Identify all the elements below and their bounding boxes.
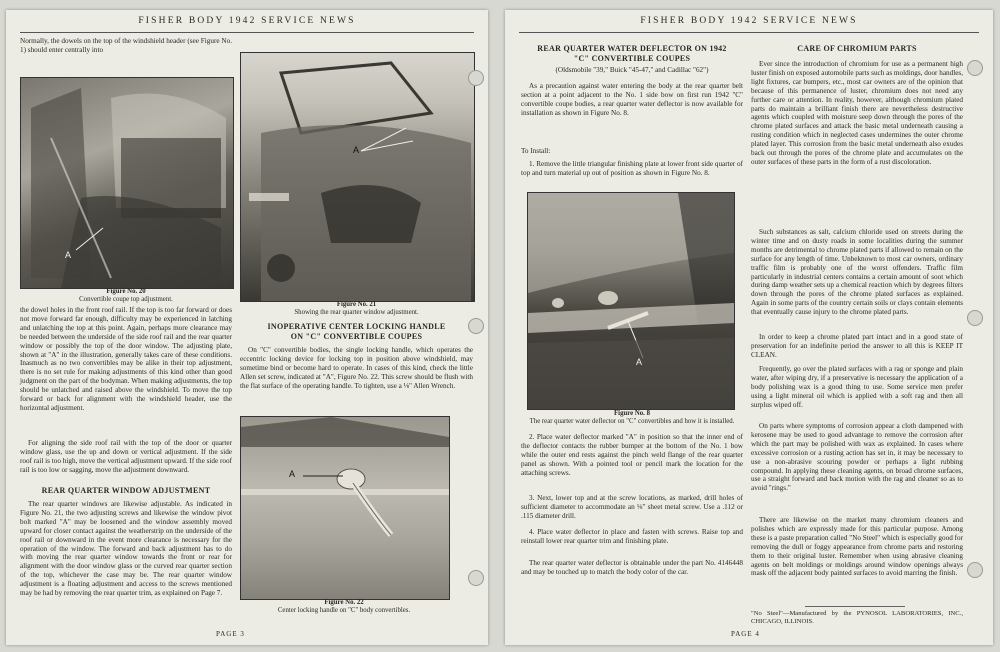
figure-8-photo	[527, 192, 735, 410]
figure-21-callout: A	[353, 145, 360, 155]
chrome-paragraph-4: Frequently, go over the plated surfaces with a rag or sponge and plain water, after wiping dry, if a preservative is necessary the application of a body polishing wax is a good thing to use. Some service men prefer using a light mineral oil which is applied with a soft rag and then all surplus wiped off.	[751, 365, 963, 409]
figure-22-callout: A	[289, 469, 296, 479]
lock-text: On "C" convertible bodies, the single locking handle, which operates the eccentric locking device for locking top in position above windshield, may sometime bind or become hard to operate. In cases of this kind, check the little Allen set screw, indicated at "A", Figure No. 22. This screw should be flush with the flat surface of the operating handle. To tighten, use a ⅛" Allen Wrench.	[240, 346, 473, 390]
col1-para1: the dowel holes in the front roof rail. If the top is too far forward or does not move forward far enough, difficulty may be experienced in latching and unlatching the top at this point. Again, perhaps more clearance may be needed between the underside of the side roof rail and the rear quarter window or possibly the top of the door window. The adjusting plate, shown at "A" in the illustration, generally takes care of these conditions. Inasmuch as no two convertibles may be alike in their top adjustment, there is no set rule for making adjustments of this kind other than good judgment on the part of the bodyman. When making adjustments, the top should be unlatched and raised above the windshield. To move the top forward or back for alignment with the windshield header, use the horizontal adjustment.	[20, 306, 232, 412]
page-number: PAGE 3	[216, 630, 245, 638]
figure-21-caption	[240, 301, 473, 317]
figure-20-label: Figure No. 20	[106, 288, 146, 295]
left-page	[6, 10, 488, 645]
figure-8-label: Figure No. 8	[614, 410, 650, 417]
chrome-paragraph-6: There are likewise on the market many chromium cleaners and polishes which are expressly made for this particular purpose. Among these is a paste preparation called "No Steel" which is especially good for removing the dull or foggy appearance from chrome parts and restoring them to their original luster. Remember when using abrasive cleaning agents on belt moldings or moldings around window openings always mask off the adjacent body painted surfaces to avoid marring the finish.	[751, 516, 963, 578]
deflector-intro: As a precaution against water entering the body at the rear quarter belt section at a point adjacent to the No. 1 side bow on first run 1942 "C" convertible coupe bodies, a rear quarter water deflector is now available for installation as shown in Figure No. 8.	[521, 82, 743, 117]
figure-8-callout: A	[636, 357, 643, 367]
figure-21-label: Figure No. 21	[336, 301, 377, 308]
figure-20-callout: A	[65, 250, 72, 260]
figure-20-photo	[20, 77, 234, 289]
lock-heading	[240, 322, 473, 341]
figure-8-caption-text: The rear quarter water deflector on "C" convertibles and how it is installed.	[529, 418, 735, 425]
col1-para2: For aligning the side roof rail with the top of the door or quarter window glass, use the up and down or vertical adjustment. If the side roof rail is too high, move the vertical adjustment upward. If the side roof rail is too low or sagging, move the adjustment downward.	[20, 439, 232, 474]
chrome-paragraph-5: On parts where symptoms of corrosion appear a cloth dampened with kerosene may be used to good advantage to remove the corrosion after which the part may be polished with wax as explained. In cases where excessive corrosion or a rusting action has set in, it may be necessary to use a non-abrasive scouring powder or perhaps a light rubbing compound. In applying these cleaning agents, on broad chrome surfaces, use a straight forward and back motion with the rag and cleaner so as to avoid "rings."	[751, 422, 963, 493]
deflector-heading-line1: REAR QUARTER WATER DEFLECTOR ON 1942	[537, 44, 727, 53]
deflector-heading-line2: "C" CONVERTIBLE COUPES	[573, 53, 691, 63]
chrome-paragraph-3: In order to keep a chrome plated part intact and in a good state of preservation for an indefinite period the answer to all this is KEEP IT CLEAN.	[751, 333, 963, 359]
footnote-rule	[805, 606, 905, 607]
figure-22-label: Figure No. 22	[324, 599, 364, 606]
step-2: 2. Place water deflector marked "A" in position so that the inner end of the deflector contacts the rubber bumper at the bottom of the No. 1 bow while the outer end rests against the pinch weld flange of the rear quarter panel as shown. With a pointed tool or pencil mark the location for the attaching screws.	[521, 433, 743, 477]
header-rule	[20, 32, 474, 33]
intro-text: Normally, the dowels on the top of the windshield header (see Figure No. 1) should enter centrally into	[20, 37, 232, 54]
deflector-closing: The rear quarter water deflector is obtainable under the part No. 4146448 and may be touched up to match the body color of the car.	[521, 559, 743, 576]
page-number: PAGE 4	[731, 630, 760, 638]
rear-quarter-text: The rear quarter windows are likewise adjustable. As indicated in Figure No. 21, the two adjusting screws and likewise the window pivot bolt marked "A" may be loosened and the window assembly moved upward for closer contact against the weatherstrip on the underside of the roof rail or downward in the event more clearance is necessary for the operation of the window. The forward and back adjustment has to do with moving the rear quarter window towards the front or rear for alignment with the door window glass or the curved rear quarter section of the top, whichever the case may be. The rear quarter window adjustment is a floating adjustment and access to the screws mentioned may be had by removing the rear quarter trim, as explained on Page 7.	[20, 500, 232, 598]
figure-20-caption-text: Convertible coupe top adjustment.	[79, 296, 173, 303]
chrome-footnote: "No Steel"—Manufactured by the PYNOSOL LABORATORIES, INC., CHICAGO, ILLINOIS.	[751, 610, 963, 625]
figure-22-photo	[240, 416, 450, 600]
right-page	[505, 10, 993, 645]
to-install-label: To Install:	[521, 147, 551, 155]
figure-21-photo	[240, 52, 475, 302]
binder-hole-middle	[967, 310, 983, 326]
figure-8-caption	[521, 410, 743, 426]
chrome-heading: CARE OF CHROMIUM PARTS	[797, 44, 917, 53]
figure-22-caption	[240, 599, 448, 615]
chrome-paragraph-2: Such substances as salt, calcium chloride used on streets during the winter time and on dusty roads in some localities during the summer months are detrimental to chrome plated parts if allowed to remain on the surface for any length of time. Unbeknown to most car owners, ordinary traffic film is probably one of the worst offenders. Traffic film particularly in industrial centers contains a certain amount of soot which during damp weather sets up a chemical reaction which by degrees filters down through the pores of the chrome plated surfaces as explained. Again in some parts of the country certain soils or clays contain elements that eventually cause injury to the chrome plated parts.	[751, 228, 963, 317]
deflector-heading	[521, 44, 743, 63]
binder-hole-bottom	[967, 562, 983, 578]
header-rule	[519, 32, 979, 33]
step-3: 3. Next, lower top and at the screw locations, as marked, drill holes of sufficient diameter to accommodate an ⅛" sheet metal screw. Use a .112 or .115 diameter drill.	[521, 494, 743, 520]
page-header: FISHER BODY 1942 SERVICE NEWS	[640, 16, 858, 26]
binder-hole-middle	[468, 318, 484, 334]
figure-21-caption-text: Showing the rear quarter window adjustment.	[294, 309, 419, 316]
deflector-subheading: (Oldsmobile "39," Buick "45-47," and Cadillac "62")	[555, 66, 709, 74]
step-1: 1. Remove the little triangular finishing plate at lower front side quarter of top and turn material up out of position as shown in Figure No. 8.	[521, 160, 743, 177]
binder-hole-top	[468, 70, 484, 86]
page-header: FISHER BODY 1942 SERVICE NEWS	[138, 16, 356, 26]
step-4: 4. Place water deflector in place and fasten with screws. Raise top and reinstall lower rear quarter trim and finishing plate.	[521, 528, 743, 545]
rear-quarter-heading: REAR QUARTER WINDOW ADJUSTMENT	[41, 486, 211, 495]
lock-heading-line2: ON "C" CONVERTIBLE COUPES	[290, 331, 423, 341]
chrome-paragraph-1: Ever since the introduction of chromium for use as a permanent high luster finish on exposed automobile parts such as moldings, door handles, light fixtures, car bumpers, etc., most car owners are of the opinion that because of this permanence of luster, chromium does not need any further care or attention. In reality, however, although chromium plated parts do maintain a brilliant finish there are nevertheless destructive agents which coupled with moisture seep down through the pores of the chrome plated surfaces and attack the basic metal underneath causing a rusting condition which in neglected cases undermines the outer chrome plated layer. This corrosion from the basic metal underneath also exudes back out through the pores of the chrome plate and accumulates on the outer surfaces of these parts in the form of a rust discoloration.	[751, 60, 963, 166]
binder-hole-bottom	[468, 570, 484, 586]
figure-22-caption-text: Center locking handle on "C" body convertibles.	[277, 607, 411, 614]
lock-heading-line1: INOPERATIVE CENTER LOCKING HANDLE	[267, 322, 446, 331]
binder-hole-top	[967, 60, 983, 76]
figure-20-caption	[20, 288, 232, 304]
